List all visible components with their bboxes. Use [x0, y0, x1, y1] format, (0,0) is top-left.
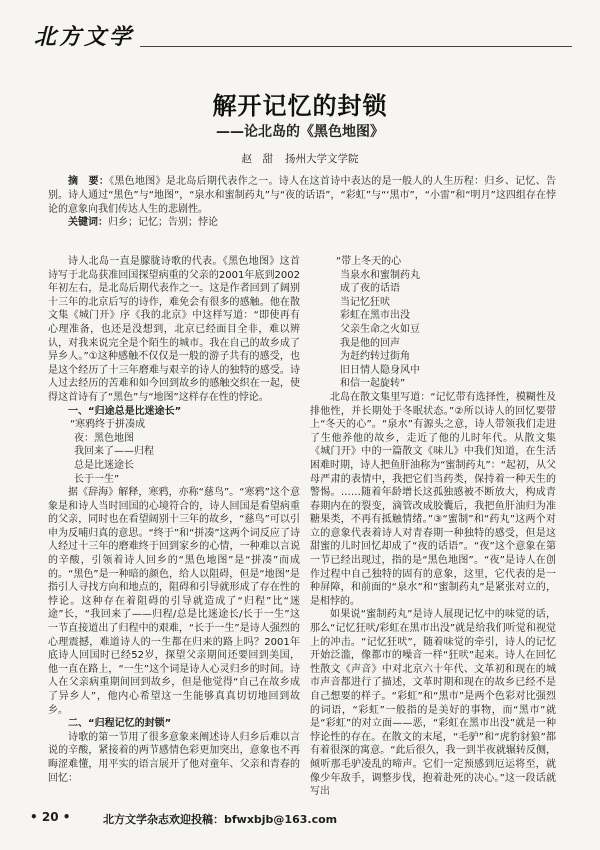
poem-excerpt-1 [48, 418, 300, 486]
poem-line: 为赶约转过街角 [340, 351, 410, 363]
abstract [48, 175, 556, 216]
intro-paragraph: 诗人北岛一直是朦胧诗歌的代表。《黑色地图》这首诗写于北岛获准回国探望病重的父亲的2001年底到2002年初左右，是北岛后期代表作之一。这是作者回到了阔别十三年的北京后写的诗作，难免会有很多的感触。他在散文集《城门开》序《我的北京》中这样写道：“即使再有心理准备，也还是没想到，北京已经面目全非，难以辨认，对我来说完全是个陌生的城市。我在自己的故乡成了异乡人。”①这种感触不仅仅是一般的游子共有的感受，也是这个经历了十三年磨难与艰辛的诗人的独特的感受。诗人过去经历的苦难和如今回到故乡的感触交织在一起，使得这首诗有了“黑色”与“地图”这样存在性的悖论。 [48, 256, 300, 403]
poem-line: 总是比迷途长 [74, 459, 134, 471]
section2-paragraph-1: 北岛在散文集里写道：“记忆带有选择性，模糊性及排他性，并长期处于冬眠状态。”②所以诗人的回忆要带上“冬天的心”。“泉水”有源头之意，诗人带领我们走进了生他养他的故乡，走近了他的儿时年代。从散文集《城门开》中的一篇散文《味儿》中我们知道，在生活困难时期，诗人把鱼肝油称为“蜜制药丸”：“起初，从父母严肃的表情中，我把它们当药类，保持着一种天生的警惕。……随着年龄增长这孤独感被不断放大，构成青春期内在的裂变，滴管改成胶囊后，我把鱼肝油归为准糖果类，不再有抵触情绪。”③“蜜制”和“药丸”这两个对立的意象代表着诗人对青春期一种独特的感受，但是这甜蜜的儿时回忆却成了“夜的话语”。“夜”这个意象在第一节已经出现过，指的是“黑色地图”。“夜”是诗人在创作过程中自己独特的固有的意象，这里，它代表的是一种屏障，和前面的“泉水”和“蜜制药丸”是紧张对立的，是相悖的。 [310, 391, 556, 607]
footer-submission-notice: 北方文学杂志欢迎投稿：bfwxbjb@163.com [103, 813, 338, 826]
poem-excerpt-2 [310, 255, 556, 391]
abstract-label: 摘 要： [68, 176, 110, 187]
section-heading-2: 二、“归程记忆的封锁” [68, 718, 172, 730]
column-left [48, 255, 300, 785]
poem-line: 当泉水和蜜制药丸 [340, 269, 420, 281]
poem-line: 父亲生命之火如豆 [340, 323, 420, 335]
poem-line: 当记忆狂吠 [340, 296, 390, 308]
column-right [310, 255, 556, 799]
page-number: • 20 • [30, 810, 71, 824]
poem-line: 我是他的回声 [340, 337, 400, 349]
poem-line: “带上冬天的心 [336, 256, 402, 267]
keywords [48, 216, 556, 230]
poem-line: 和信一起旋转” [340, 378, 406, 390]
poem-line: 我回来了——归程 [74, 446, 154, 458]
keywords-label: 关键词： [68, 217, 108, 229]
poem-line: “寒鸦终于拼凑成 [70, 419, 146, 431]
article-title: 解开记忆的封锁 [212, 92, 388, 120]
author-name: 赵 甜 [241, 153, 273, 165]
author-affiliation: 扬州大学文学院 [285, 153, 359, 165]
keywords-text: 归乡；记忆；告别；悖论 [108, 217, 218, 229]
abstract-text: 《黑色地图》是北岛后期代表作之一。诗人在这首诗中表达的是一般人的人生历程：归乡、记忆、告别。诗人通过“黑色”与“地图”，“泉水和蜜制药丸”与“夜的话语”，“彩虹”与“‘黑市”，“小雷”和“明月”这四组存在悖论的意象向我们传达人生的悲剧性。 [48, 176, 557, 215]
section-heading-1: 一、“归途总是比迷途长” [68, 405, 182, 417]
journal-logo: 北方文学 [34, 24, 135, 50]
poem-line: 长于一生” [74, 473, 120, 485]
section1-paragraph: 据《辞海》解释，寒鸦，亦称“慈鸟”。“寒鸦”这个意象是和诗人当时回国的心境符合的，诗人回国是看望病重的父亲，同时也在看望阔别十三年的故乡，“慈鸟”可以引申为反哺归真的意思。“终于”和“拼凑”这两个词反应了诗人经过十三年的磨难终于回到家乡的心情，一种难以言说的辛酸，引领着诗人回乡的“黑色地图”是“拼凑”而成的。“黑色”是一种暗的颜色，给人以阻碍，但是“地图”是指引人寻找方向和地点的，阻碍和引导就形成了存在性的悖论。这种存在着阻碍的引导就造成了“归程”比“迷途”长，“我回来了——归程/总是比迷途长/长于一生”这一节直接道出了归程中的艰难，“长于一生”是诗人强烈的心理震撼，难道诗人的一生都在归来的路上吗？2001年底诗人回国时已经52岁，探望父亲期间还要回到美国，他一直在路上，“一生”这个词是诗人心灵归乡的时间。诗人在父亲病重期间回到故乡，但是他觉得“自己在故乡成了异乡人”，他内心希望这一生能够真真切切地回到故乡。 [48, 487, 300, 716]
poem-line: 夜：黑色地图 [74, 432, 134, 444]
poem-line: 彩虹在黑市出没 [340, 310, 410, 322]
author-line [0, 151, 600, 166]
poem-line: 成了夜的话语 [340, 283, 400, 295]
section2-intro-paragraph: 诗歌的第一节用了很多意象来阐述诗人归乡后难以言说的辛酸，紧接着的两节感情色彩更加突出，意象也不再晦涩难懂，用平实的语言展开了他对童年、父亲和青春的回忆： [48, 731, 300, 784]
header-rule [140, 46, 572, 47]
poem-line: 旧日情人隐身风中 [340, 364, 420, 376]
abstract-block [48, 175, 556, 230]
section2-paragraph-2: 如果说“蜜制药丸”是诗人展现记忆中的味觉的话，那么“记忆狂吠/彩虹在黑市出没”就是给我们听觉和视觉上的冲击。“记忆狂吠”，随着味觉的牵引，诗人的记忆开始泛滥，像都市的噪音一样“狂吠”起来。诗人在回忆性散文《声音》中对北京六十年代、文革初和现在的城市声音都进行了描述，文革时期和现在的故乡已经不是自己想要的样子。“彩虹”和“黑市”是两个色彩对比强烈的词语，“彩虹”一般指的是美好的事物，而“黑市”就是“彩虹”的对立面——恶，“彩虹在黑市出没”就是一种悖论性的存在。在散文的末尾，“毛驴”和“虎豹豺狼”都有着很深的寓意。“此后很久，我一到半夜就辗转反侧，倾听那毛驴凌乱的啼声。它们一定预感到厄运将至，就像少年敌手，调整步伐，抱着赴死的决心。”这一段话就写出 [310, 609, 556, 798]
article-subtitle: ——论北岛的《黑色地图》 [216, 124, 384, 140]
